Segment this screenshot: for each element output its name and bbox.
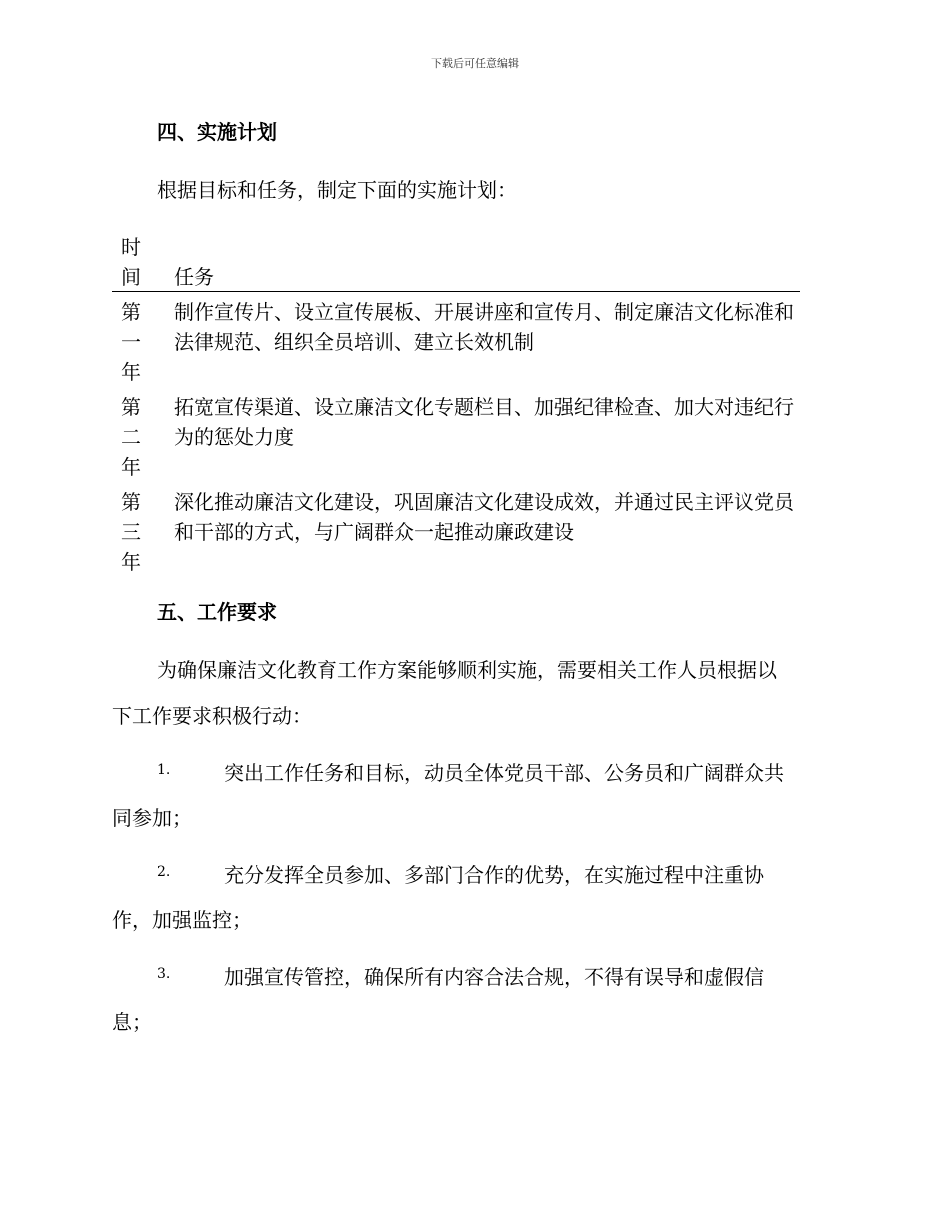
plan-table	[112, 230, 800, 582]
section4-heading: 四、实施计划	[157, 120, 277, 144]
list-item-text: 突出工作任务和目标，动员全体党员干部、公务员和广阔群众共	[224, 761, 784, 785]
row-task: 制作宣传片、设立宣传展板、开展讲座和宣传月、制定廉洁文化标准和法律规范、组织全员培训、建立长效机制	[174, 300, 794, 354]
list-item-number: 1.	[157, 762, 171, 778]
list-item-text-continued: 同参加；	[112, 806, 192, 830]
table-header	[112, 230, 800, 292]
section5-intro-line2: 下工作要求积极行动：	[112, 704, 312, 728]
column-header-time: 时间	[121, 235, 141, 289]
list-item-text-continued: 息；	[112, 1010, 152, 1034]
row-task: 拓宽宣传渠道、设立廉洁文化专题栏目、加强纪律检查、加大对违纪行为的惩处力度	[174, 395, 794, 449]
row-time: 第一年	[121, 300, 141, 384]
row-task: 深化推动廉洁文化建设，巩固廉洁文化建设成效，并通过民主评议党员和干部的方式，与广阔群众一起推动廉政建设	[174, 490, 794, 544]
list-item-number: 2.	[157, 864, 171, 880]
header-note: 下载后可任意编辑	[431, 57, 519, 70]
section4-intro: 根据目标和任务，制定下面的实施计划：	[157, 178, 517, 202]
column-header-task: 任务	[174, 265, 214, 289]
table-row	[112, 392, 800, 487]
row-time: 第二年	[121, 395, 141, 479]
list-item-text: 加强宣传管控，确保所有内容合法合规，不得有误导和虚假信	[224, 965, 764, 989]
row-time: 第三年	[121, 490, 141, 574]
table-row	[112, 297, 800, 392]
section5-heading: 五、工作要求	[157, 600, 277, 624]
section5-intro-line1: 为确保廉洁文化教育工作方案能够顺利实施，需要相关工作人员根据以	[157, 658, 777, 682]
table-row	[112, 487, 800, 582]
list-item-text: 充分发挥全员参加、多部门合作的优势，在实施过程中注重协	[224, 863, 764, 887]
list-item-text-continued: 作，加强监控；	[112, 908, 252, 932]
list-item-number: 3.	[157, 966, 171, 982]
